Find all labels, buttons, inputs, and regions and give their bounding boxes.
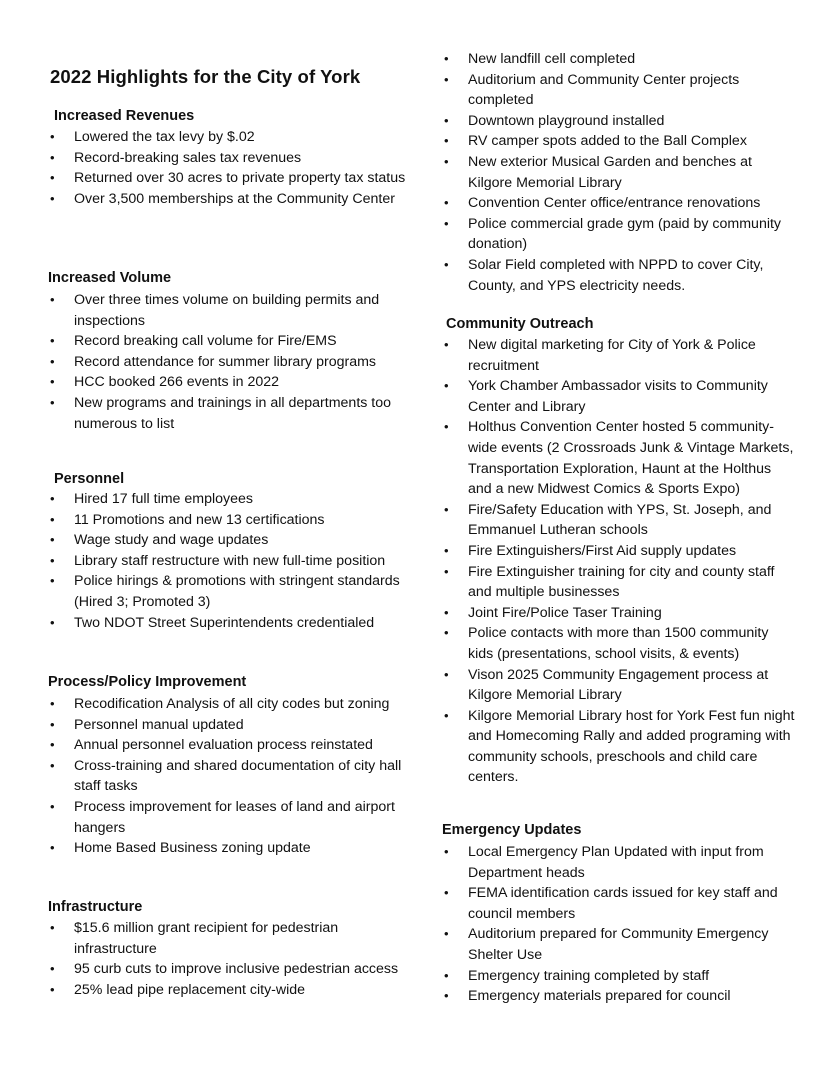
section-heading-community-outreach: Community Outreach [446,316,594,332]
list-item: • Downtown playground installed [442,111,797,132]
list-item: • Record breaking call volume for Fire/EMS [48,331,408,352]
list-item: • Fire Extinguisher training for city and county staff and multiple businesses [442,562,797,603]
list-item: • Wage study and wage updates [48,530,408,551]
list-item: • HCC booked 266 events in 2022 [48,372,408,393]
section-heading-emergency-updates: Emergency Updates [442,822,582,838]
list-item: • Kilgore Memorial Library host for York Fest fun night and Homecoming Rally and added programing with community schools, preschools and child care centers. [442,706,797,788]
section-heading-increased-volume: Increased Volume [48,270,172,286]
section-list-increased-revenues [48,127,408,209]
section-heading-increased-revenues: Increased Revenues [54,108,195,124]
list-item: • Police commercial grade gym (paid by community donation) [442,214,797,255]
list-item: • 11 Promotions and new 13 certifications [48,510,408,531]
list-item: • RV camper spots added to the Ball Complex [442,131,797,152]
section-heading-infrastructure: Infrastructure [48,899,143,915]
section-list-infrastructure [48,918,408,1000]
list-item: • Auditorium and Community Center projects completed [442,70,797,111]
list-item: • Police hirings & promotions with stringent standards (Hired 3; Promoted 3) [48,571,408,612]
list-item: • Record-breaking sales tax revenues [48,148,408,169]
section-heading-process-policy: Process/Policy Improvement [48,674,247,690]
list-item: • Fire/Safety Education with YPS, St. Joseph, and Emmanuel Lutheran schools [442,500,797,541]
list-item: • Hired 17 full time employees [48,489,408,510]
list-item: • New exterior Musical Garden and benches at Kilgore Memorial Library [442,152,797,193]
list-item: • Two NDOT Street Superintendents credentialed [48,613,408,634]
list-item: • Solar Field completed with NPPD to cover City, County, and YPS electricity needs. [442,255,797,296]
list-item: • Process improvement for leases of land and airport hangers [48,797,408,838]
list-item: • $15.6 million grant recipient for pedestrian infrastructure [48,918,408,959]
list-item: • 25% lead pipe replacement city-wide [48,980,408,1001]
list-item: • FEMA identification cards issued for key staff and council members [442,883,797,924]
list-item: • 95 curb cuts to improve inclusive pedestrian access [48,959,408,980]
section-list-personnel [48,489,408,633]
list-item: • Fire Extinguishers/First Aid supply updates [442,541,797,562]
list-item: • Police contacts with more than 1500 community kids (presentations, school visits, & events) [442,623,797,664]
section-heading-personnel: Personnel [54,471,125,487]
list-item: • Over three times volume on building permits and inspections [48,290,408,331]
list-item: • Recodification Analysis of all city codes but zoning [48,694,408,715]
list-item: • Library staff restructure with new full-time position [48,551,408,572]
list-item: • Holthus Convention Center hosted 5 community-wide events (2 Crossroads Junk & Vintage Markets, Transportation Exploration, Haunt at the Holthus and a new Midwest Comics & Sports Expo) [442,417,797,499]
list-item: • Annual personnel evaluation process reinstated [48,735,408,756]
page-title: 2022 Highlights for the City of York [50,66,361,87]
list-item: • New landfill cell completed [442,49,797,70]
list-item: • Lowered the tax levy by $.02 [48,127,408,148]
list-item: • New digital marketing for City of York & Police recruitment [442,335,797,376]
list-item: • Over 3,500 memberships at the Community Center [48,189,408,210]
list-item: • Home Based Business zoning update [48,838,408,859]
section-list-emergency-updates [442,842,797,1007]
list-item: • Record attendance for summer library programs [48,352,408,373]
section-list-community-outreach [442,335,797,788]
list-item: • Personnel manual updated [48,715,408,736]
list-item: • Convention Center office/entrance renovations [442,193,797,214]
section-list-process-policy [48,694,408,859]
list-item: • Joint Fire/Police Taser Training [442,603,797,624]
section-list-increased-volume [48,290,408,434]
list-item: • Emergency training completed by staff [442,966,797,987]
list-item: • York Chamber Ambassador visits to Community Center and Library [442,376,797,417]
list-item: • Cross-training and shared documentation of city hall staff tasks [48,756,408,797]
section-list-infrastructure-continued [442,49,797,296]
list-item: • Returned over 30 acres to private property tax status [48,168,408,189]
list-item: • Vison 2025 Community Engagement process at Kilgore Memorial Library [442,665,797,706]
list-item: • New programs and trainings in all departments too numerous to list [48,393,408,434]
list-item: • Local Emergency Plan Updated with input from Department heads [442,842,797,883]
list-item: • Emergency materials prepared for council [442,986,797,1007]
list-item: • Auditorium prepared for Community Emergency Shelter Use [442,924,797,965]
